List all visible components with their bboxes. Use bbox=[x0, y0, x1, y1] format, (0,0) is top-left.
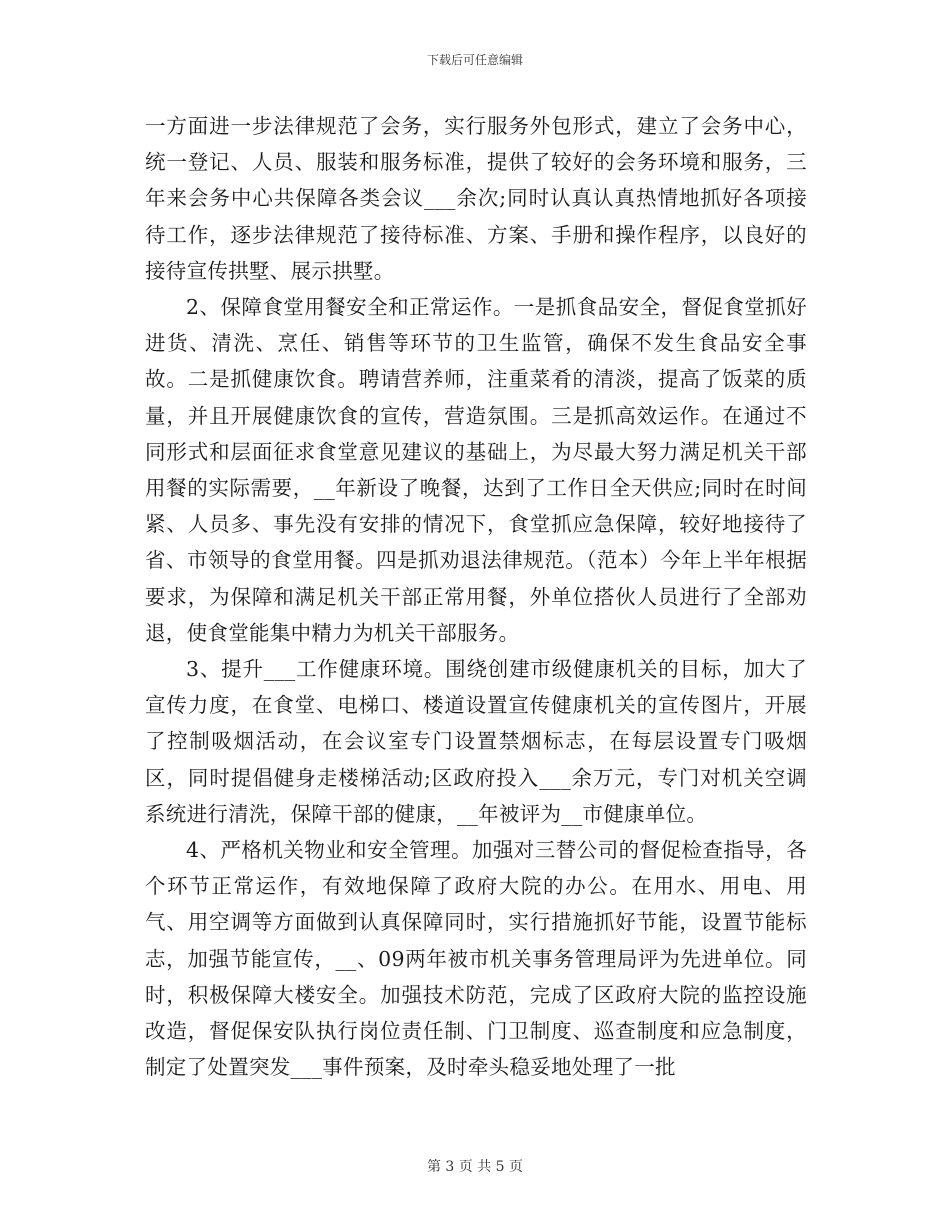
document-body bbox=[145, 108, 807, 1085]
page-header-note: 下载后可任意编辑 bbox=[426, 53, 523, 67]
paragraph-4: 4、严格机关物业和安全管理。加强对三替公司的督促检查指导，各个环节正常运作，有效地保障了政府大院的办公。在用水、用电、用气、用空调等方面做到认真保障同时，实行措施抓好节能，设置节能标志，加强节能宣传，__、09两年被市机关事务管理局评为先进单位。同时，积极保障大楼安全。加强技术防范，完成了区政府大院的监控设施改造，督促保安队执行岗位责任制、门卫制度、巡查制度和应急制度，制定了处置突发___事件预案，及时牵头稳妥地处理了一批 bbox=[145, 838, 807, 1080]
paragraph-3: 3、提升___工作健康环境。围绕创建市级健康机关的目标，加大了宣传力度，在食堂、电梯口、楼道设置宣传健康机关的宣传图片，开展了控制吸烟活动，在会议室专门设置禁烟标志，在每层设置专门吸烟区，同时提倡健身走楼梯活动;区政府投入___余万元，专门对机关空调系统进行清洗，保障干部的健康，__年被评为__市健康单位。 bbox=[145, 657, 807, 826]
paragraph-2: 2、保障食堂用餐安全和正常运作。一是抓食品安全，督促食堂抓好进货、清洗、烹任、销售等环节的卫生监管，确保不发生食品安全事故。二是抓健康饮食。聘请营养师，注重菜肴的清淡，提高了饭菜的质量，并且开展健康饮食的宣传，营造氛围。三是抓高效运作。在通过不同形式和层面征求食堂意见建议的基础上，为尽最大努力满足机关干部用餐的实际需要，__年新设了晚餐，达到了工作日全天供应;同时在时间紧、人员多、事先没有安排的情况下，食堂抓应急保障，较好地接待了省、市领导的食堂用餐。四是抓劝退法律规范。（范本）今年上半年根据要求，为保障和满足机关干部正常用餐，外单位搭伙人员进行了全部劝退，使食堂能集中精力为机关干部服务。 bbox=[145, 295, 807, 645]
paragraph-continued: 一方面进一步法律规范了会务，实行服务外包形式，建立了会务中心，统一登记、人员、服装和服务标准，提供了较好的会务环境和服务，三年来会务中心共保障各类会议___余次;同时认真认真热情地抓好各项接待工作，逐步法律规范了接待标准、方案、手册和操作程序，以良好的接待宣传拱墅、展示拱墅。 bbox=[145, 114, 807, 283]
page-number: 第 3 页 共 5 页 bbox=[426, 1159, 524, 1175]
